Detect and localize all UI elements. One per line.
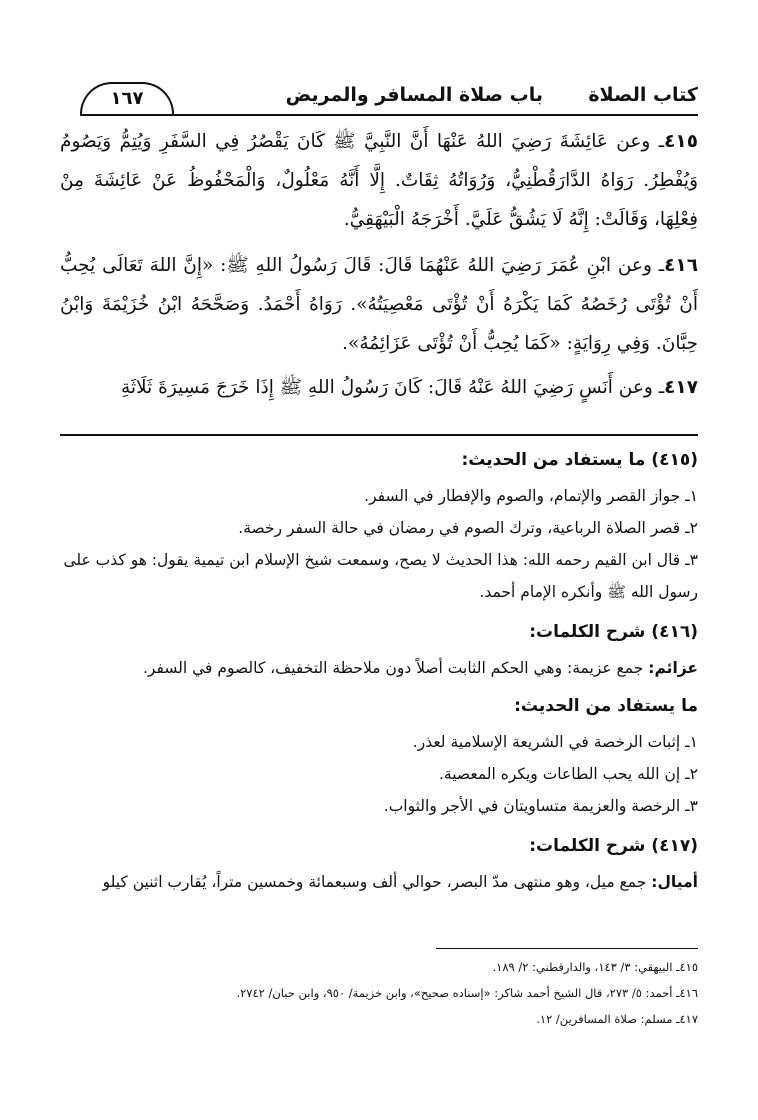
list-item: ٣ـ قال ابن القيم رحمه الله: هذا الحديث لا يصح، وسمعت شيخ الإسلام ابن تيمية يقول: هو كذب على رسول الله ﷺ وأنكره الإمام أحمد. bbox=[63, 551, 698, 601]
term: أميال: bbox=[651, 873, 698, 891]
list-item: ٢ـ قصر الصلاة الرباعية، وترك الصوم في رمضان في حالة السفر رخصة. bbox=[238, 519, 698, 537]
term: عزائم: bbox=[648, 659, 698, 677]
chapter-title: باب صلاة المسافر والمريض bbox=[285, 84, 543, 106]
book-title: كتاب الصلاة bbox=[588, 84, 698, 106]
footnote-separator bbox=[436, 948, 698, 949]
note-417-heading: (٤١٧) شرح الكلمات: bbox=[529, 836, 698, 856]
definition-text: جمع عزيمة: وهي الحكم الثابت أصلاً دون ملاحظة التخفيف، كالصوم في السفر. bbox=[143, 659, 649, 677]
hadith-416 bbox=[60, 246, 698, 363]
page-number: ١٦٧ bbox=[80, 82, 174, 114]
footnote: ٤١٧ـ مسلم: صلاة المسافرين/ ١٢. bbox=[536, 1012, 698, 1026]
hadith-number: ٤١٧ bbox=[664, 377, 698, 398]
definition-text: جمع ميل، وهو منتهى مدّ البصر، حوالي ألف وسبعمائة وخمسين متراً، يُقارب اثنين كيلو bbox=[102, 873, 652, 891]
definition bbox=[60, 652, 698, 684]
footnote: ٤١٦ـ أحمد: ٥/ ٢٧٣، قال الشيخ أحمد شاكر: «إسناده صحيح»، وابن خزيمة/ ٩٥٠، وابن حبان/ ٢٧٤٢. bbox=[236, 986, 698, 1000]
list-item: ٢ـ إن الله يحب الطاعات ويكره المعصية. bbox=[438, 765, 698, 783]
note-416-heading: (٤١٦) شرح الكلمات: bbox=[529, 622, 698, 642]
benefits-heading: ما يستفاد من الحديث: bbox=[514, 696, 698, 716]
footnote: ٤١٥ـ البيهقي: ٣/ ١٤٣، والدارقطني: ٢/ ١٨٩. bbox=[492, 960, 698, 974]
hadith-text: ـ وعن عَائِشَةَ رَضِيَ اللهُ عَنْهَا أَنَّ النَّبِيَّ ﷺ كَانَ يَقْصُرُ فِي السَّفَرِ وَيُتِمُّ وَيَصُومُ وَيُفْطِرُ. رَوَاهُ الدَّارَقُطْنِيُّ، وَرُوَاتُهُ ثِقَاتٌ. إِلَّا أَنَّهُ مَعْلُولٌ، وَالْمَحْفُوظُ عَنْ عَائِشَةَ مِنْ فِعْلِهَا، وَقَالَتْ: إِنَّهُ لَا يَشُقُّ عَلَيَّ. أَخْرَجَهُ الْبَيْهَقِيُّ. bbox=[60, 131, 698, 230]
commentary bbox=[60, 446, 698, 906]
hadith-415 bbox=[60, 122, 698, 239]
list-item: ٣ـ الرخصة والعزيمة متساويتان في الأجر والثواب. bbox=[383, 797, 698, 815]
hadith-text: ـ وعن ابْنِ عُمَرَ رَضِيَ اللهُ عَنْهُمَا قَالَ: قَالَ رَسُولُ اللهِ ﷺ: «إِنَّ اللهَ تَعَالَى يُحِبُّ أَنْ تُؤْتَى رُخَصُهُ كَمَا يَكْرَهُ أَنْ تُؤْتَى مَعْصِيَتُهُ». رَوَاهُ أَحْمَدُ. وَصَحَّحَهُ ابْنُ خُزَيْمَةَ وَابْنُ حِبَّانَ. وَفِي رِوَايَةٍ: «كَمَا يُحِبُّ أَنْ تُؤْتَى عَزَائِمُهُ». bbox=[60, 255, 698, 354]
list-item: ١ـ إثبات الرخصة في الشريعة الإسلامية لعذر. bbox=[412, 733, 698, 751]
list-item: ١ـ جواز القصر والإتمام، والصوم والإفطار في السفر. bbox=[364, 487, 698, 505]
note-415-heading: (٤١٥) ما يستفاد من الحديث: bbox=[461, 450, 698, 470]
footnotes bbox=[60, 954, 698, 1032]
hadith-text: ـ وعن أَنَسٍ رَضِيَ اللهُ عَنْهُ قَالَ: كَانَ رَسُولُ اللهِ ﷺ إِذَا خَرَجَ مَسِيرَةَ ثَلَاثَةِ bbox=[120, 377, 665, 398]
main-separator bbox=[60, 434, 698, 436]
page-header bbox=[80, 78, 698, 116]
hadith-417 bbox=[60, 368, 698, 407]
hadith-number: ٤١٥ bbox=[664, 131, 698, 152]
definition bbox=[60, 866, 698, 898]
hadith-number: ٤١٦ bbox=[664, 255, 698, 276]
